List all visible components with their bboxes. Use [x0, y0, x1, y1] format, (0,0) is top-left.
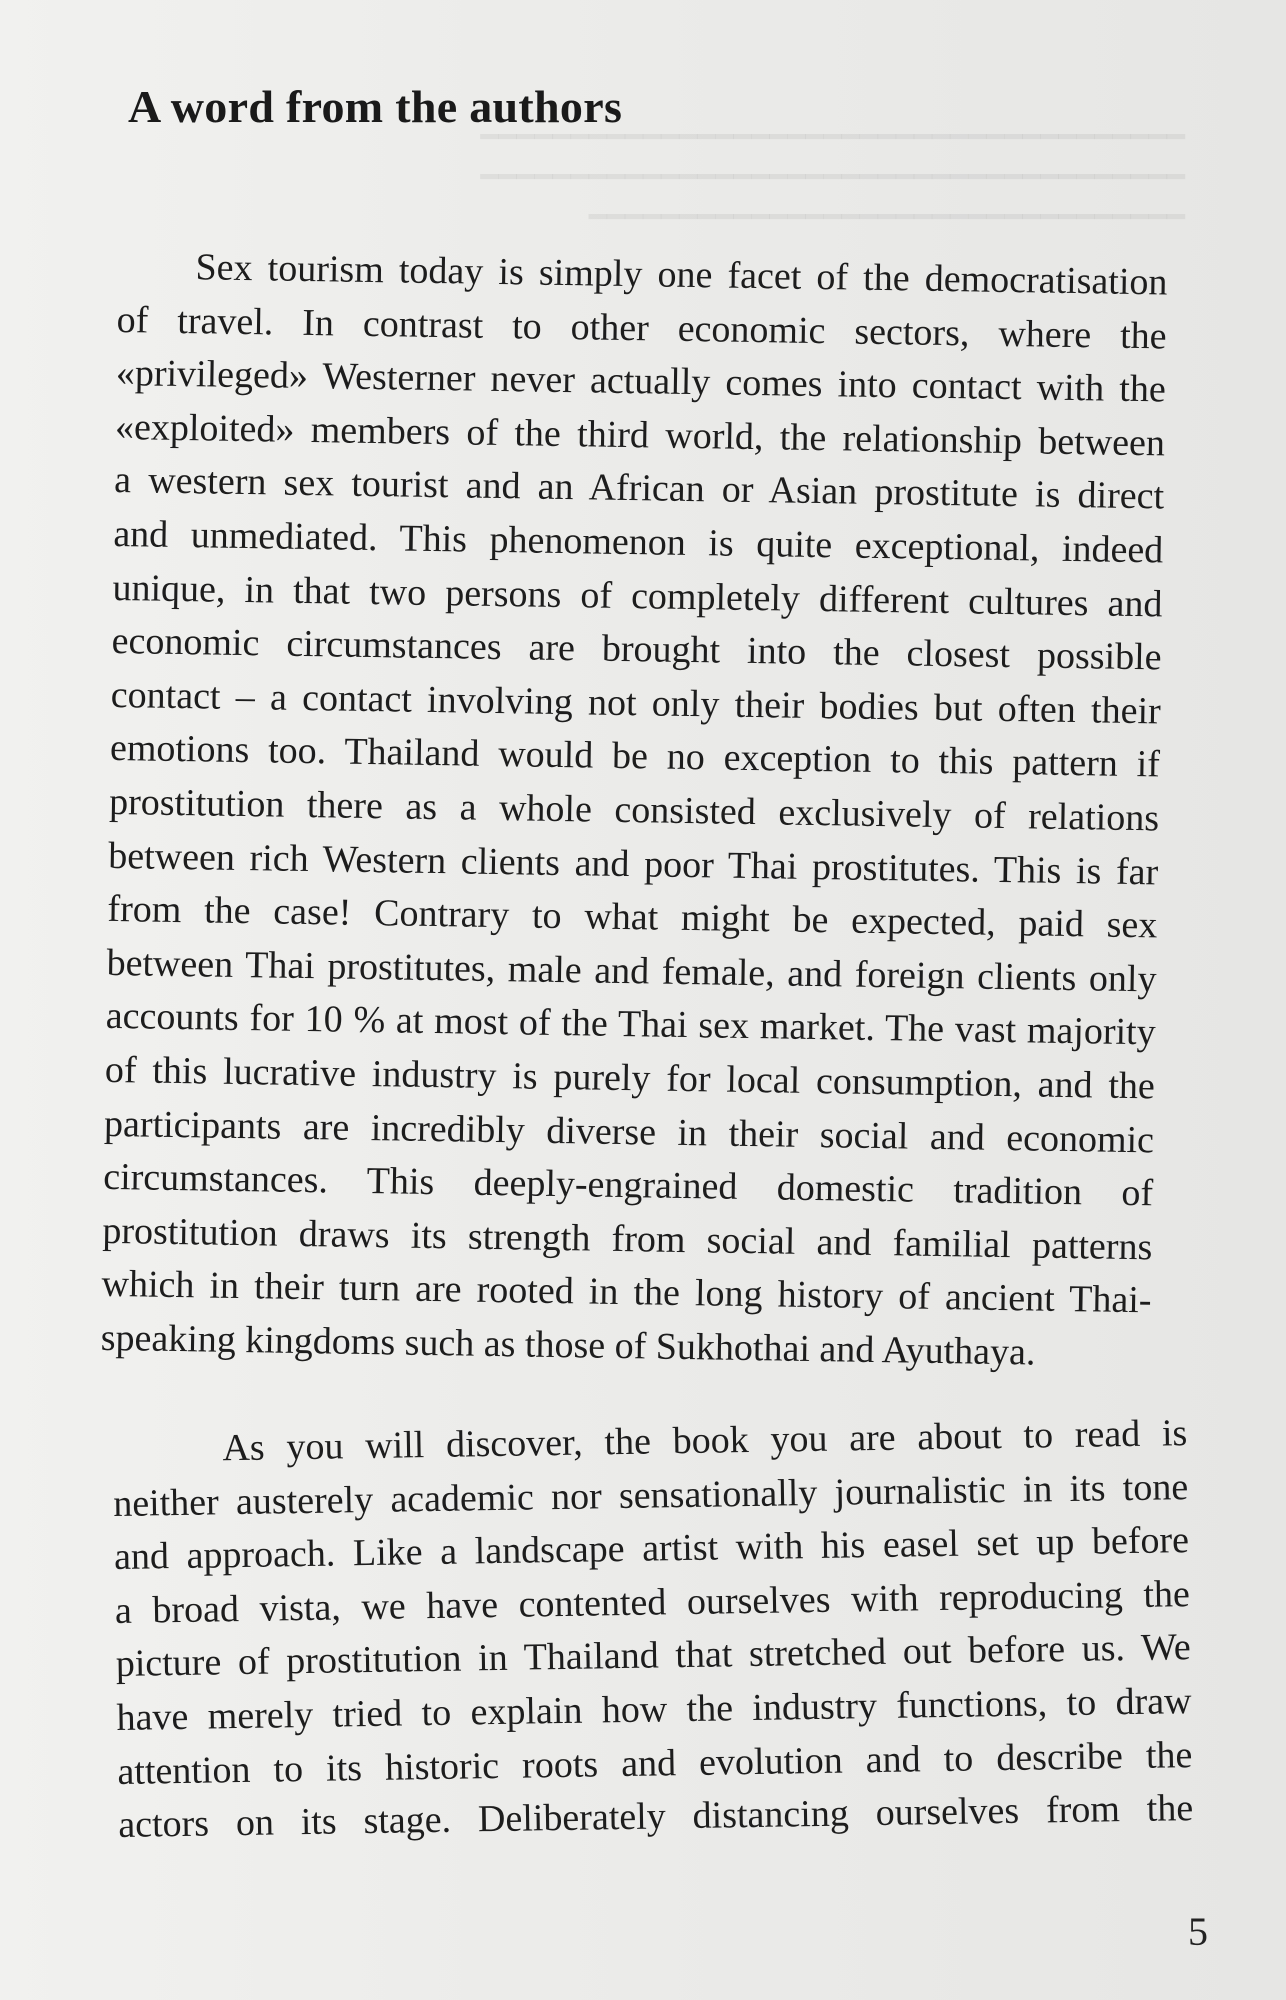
text-line: from the case! Contrary to what might be expected, paid sex [107, 888, 1158, 947]
text-line: attention to its historic roots and evolution and to describe the [117, 1733, 1193, 1793]
text-line: neither austerely academic nor sensationally journalistic in its tone [112, 1465, 1189, 1525]
text-line: economic circumstances are brought into the closest possible [111, 620, 1162, 679]
text-line: between Thai prostitutes, male and female, and foreign clients only [106, 941, 1157, 1001]
text-line: actors on its stage. Deliberately distancing ourselves from the [117, 1787, 1194, 1847]
text-line: accounts for 10 % at most of the Thai sex market. The vast majority [105, 995, 1157, 1054]
text-line: between rich Western clients and poor Thai prostitutes. This is far [108, 834, 1159, 893]
text-line: and unmediated. This phenomenon is quite exceptional, indeed [113, 512, 1164, 572]
text-line: circumstances. This deeply-engrained domestic tradition of [102, 1155, 1154, 1215]
text-line: a broad vista, we have contented ourselves with reproducing the [114, 1572, 1191, 1632]
text-line: which in their turn are rooted in the long history of ancient Thai- [101, 1263, 1152, 1322]
text-line: As you will discover, the book you are about to read is [222, 1412, 1188, 1470]
text-line: of this lucrative industry is purely for local consumption, and the [104, 1048, 1156, 1108]
chapter-heading: A word from the authors [128, 81, 623, 132]
text-line: have merely tried to explain how the industry functions, to draw [116, 1680, 1192, 1739]
text-line: emotions too. Thailand would be no exception to this pattern if [109, 727, 1161, 786]
text-line: Sex tourism today is simply one facet of the democratisation [195, 246, 1168, 304]
text-line: «exploited» members of the third world, the relationship between [114, 405, 1166, 465]
paragraph-2 [112, 1407, 1194, 1853]
text-line: a western sex tourist and an African or Asian prostitute is direct [113, 459, 1165, 518]
text-line: of travel. In contrast to other economic sectors, where the [116, 298, 1167, 358]
text-line: contact – a contact involving not only their bodies but often their [110, 673, 1162, 733]
page-number: 5 [1188, 1909, 1208, 1954]
paragraph-1 [100, 240, 1168, 1382]
text-line: and approach. Like a landscape artist with his easel set up before [113, 1519, 1190, 1579]
text-line: prostitution there as a whole consisted exclusively of relations [108, 780, 1160, 840]
text-line: unique, in that two persons of completely different cultures and [112, 566, 1163, 626]
text-line: prostitution draws its strength from social and familial patterns [102, 1209, 1153, 1269]
text-line: speaking kingdoms such as those of Sukhothai and Ayuthaya. [100, 1316, 1036, 1374]
text-line: participants are incredibly diverse in their social and economic [103, 1102, 1155, 1161]
show-through-text: ━━━━━━━━━━━━━━━━━━━━━━━━━━━━━━━━━━━━━━━ ━━━━━━━━━━━━━━━━━━━━━━━━━━━━━━━━━━━━━━━ ━━━━━━━━━━━━━━━━━━━━━━━━━━━━━━━━━ [480, 121, 1185, 234]
text-line: picture of prostitution in Thailand that stretched out before us. We [115, 1626, 1191, 1686]
text-line: «privileged» Westerner never actually comes into contact with the [115, 352, 1167, 411]
